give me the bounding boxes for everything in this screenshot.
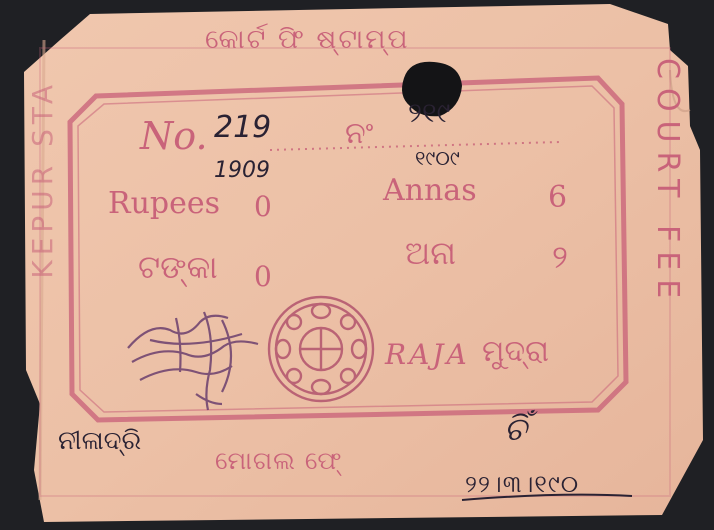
annas-label: Annas (383, 173, 477, 208)
handwritten-date-right: ୨୨।୩।୧୯୦ (465, 470, 580, 498)
stamp-side-right: COURT FEE (650, 58, 685, 308)
rupees-label: Rupees (108, 186, 221, 221)
number-label: No. (140, 114, 208, 158)
stamp-side-left: KEPUR STA (26, 80, 59, 279)
raja-label: RAJA (385, 338, 470, 371)
number-year-odia: ୧୯୦୯ (415, 146, 460, 170)
number-label-odia: ନଂ (345, 116, 374, 151)
number-value: 219 (214, 110, 272, 145)
taka-label-odia: ଟଙ୍କା (138, 248, 218, 286)
handwritten-name-left: ନୀଳାଦ୍ରି (58, 426, 142, 456)
taka-value: 0 (254, 260, 272, 293)
annas-value: 6 (548, 180, 568, 215)
ana-value: ୨ (552, 238, 568, 276)
handwritten-initial-right: ଚିଁ (504, 410, 527, 448)
stamp-footer-odia: ମୋଗଲ ଫେ୍ (215, 446, 343, 475)
rupees-value: 0 (254, 190, 272, 223)
stamp-header-odia: କୋର୍ଟ ଫି ଷ୍ଟାମ୍ପ (205, 24, 410, 55)
number-value-odia: ୨୧୯ (408, 96, 451, 129)
ana-label-odia: ଅନା (405, 234, 456, 272)
number-year: 1909 (214, 158, 270, 183)
raja-label-odia: ମୁଦ୍ରା (482, 334, 549, 369)
